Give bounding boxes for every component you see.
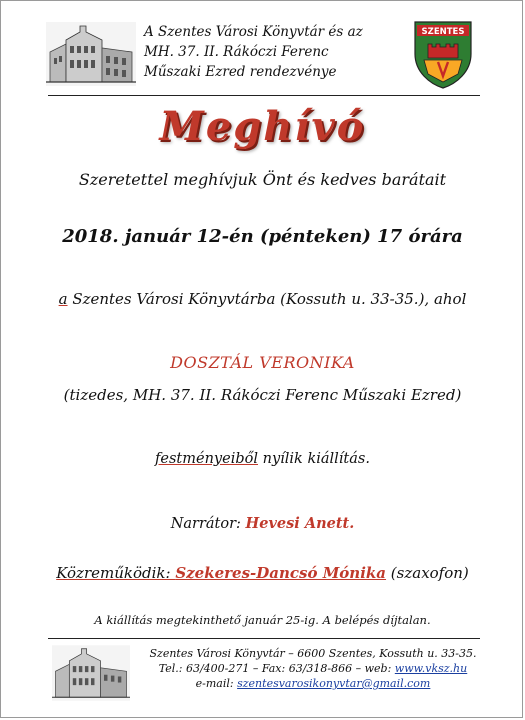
library-building-illustration: [46, 22, 136, 86]
szentes-coat-of-arms: [412, 18, 474, 90]
narrator-name: Hevesi Anett.: [245, 515, 355, 532]
organizer-line: A Szentes Városi Könyvtár és az: [144, 24, 363, 40]
footer-divider: [48, 638, 480, 639]
exhibition-rest: nyílik kiállítás.: [258, 451, 370, 467]
footer: [48, 642, 480, 706]
library-building-illustration-small: [52, 644, 130, 702]
cooperation-name: Szekeres-Dancsó Mónika: [175, 564, 387, 582]
footer-email-line: [148, 676, 478, 691]
event-date: 2018. január 12-én (pénteken) 17 órára: [62, 226, 463, 247]
artist-rank: (tizedes, MH. 37. II. Rákóczi Ferenc Műszaki Ezred): [63, 386, 462, 404]
exhibition-underlined: festményeiből: [155, 451, 258, 467]
footer-address: Szentes Városi Könyvtár – 6600 Szentes, Kossuth u. 33-35.: [149, 647, 477, 660]
cooperation-line: [0, 564, 525, 582]
footer-email-label: e-mail:: [195, 677, 238, 690]
footer-phone-line: [148, 661, 478, 676]
artist-name: DOSZTÁL VERONIKA: [170, 353, 355, 372]
footer-contact: [148, 646, 478, 691]
exhibition-info: A kiállítás megtekinthető január 25-ig. A belépés díjtalan.: [94, 613, 431, 627]
invitation-title: Meghívó: [159, 103, 366, 150]
narrator-label: Narrátor:: [170, 516, 246, 532]
footer-phone-fax: Tel.: 63/400-271 – Fax: 63/318-866 – web:: [158, 662, 395, 675]
place-prefix: a: [58, 290, 68, 308]
event-place: [0, 290, 525, 308]
cooperation-label: Közreműködik:: [56, 564, 176, 582]
header: [40, 18, 490, 96]
crest-label: SZENTES: [421, 27, 465, 37]
exhibition-text: [0, 451, 525, 467]
organizer-text: [144, 22, 404, 82]
email-link[interactable]: szentesvarosikonyvtar@gmail.com: [237, 677, 431, 690]
place-text: Szentes Városi Könyvtárba (Kossuth u. 33-35.), ahol: [67, 290, 467, 308]
organizer-line: Műszaki Ezred rendezvénye: [144, 64, 337, 80]
invitation-text: Szeretettel meghívjuk Önt és kedves barátait: [78, 170, 447, 189]
header-divider: [48, 95, 480, 96]
organizer-line: MH. 37. II. Rákóczi Ferenc: [144, 44, 329, 60]
website-link[interactable]: www.vksz.hu: [394, 662, 468, 675]
narrator-line: [0, 515, 525, 532]
cooperation-suffix: (szaxofon): [386, 564, 469, 582]
